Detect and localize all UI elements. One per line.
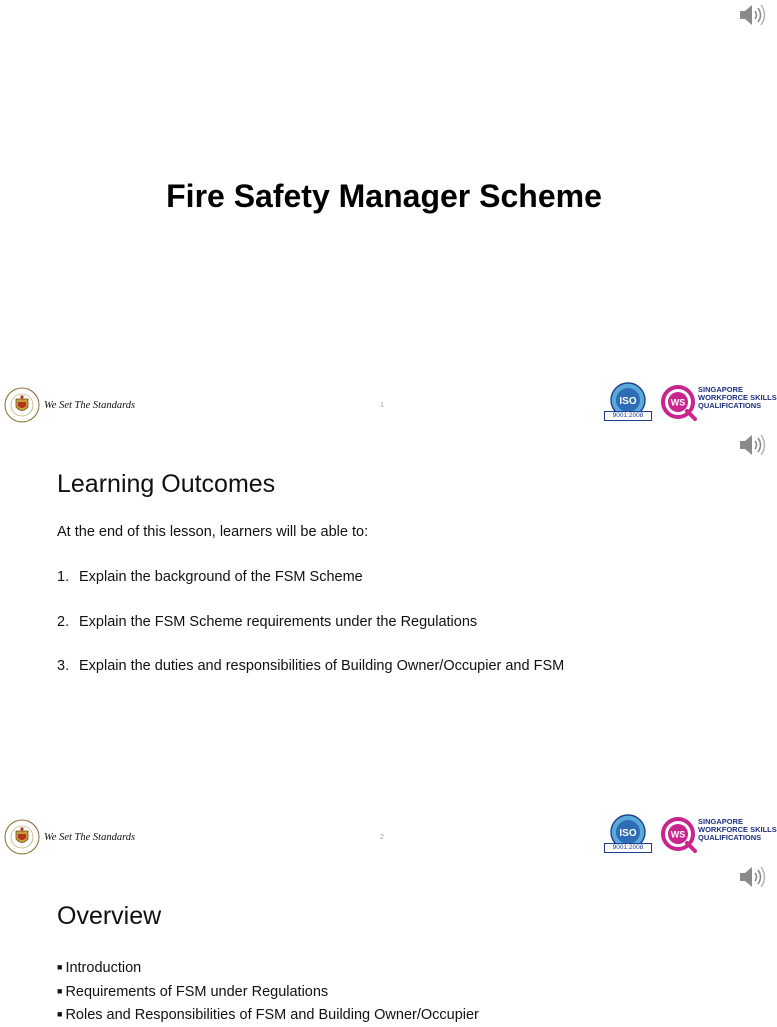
outcome-text: Explain the background of the FSM Scheme [79, 569, 363, 585]
slide-1 [0, 0, 777, 432]
speaker-icon[interactable] [738, 864, 766, 890]
page-number: 1 [380, 402, 384, 409]
slide-footer [0, 814, 777, 864]
wsq-mark: WS [670, 829, 686, 840]
speaker-icon[interactable] [738, 2, 766, 28]
tagline: We Set The Standards [44, 399, 136, 411]
slide-3 [0, 864, 768, 1024]
wsq-logo-icon [660, 816, 700, 856]
academy-logo [4, 382, 135, 428]
slide-intro: At the end of this lesson, learners will be able to: [57, 524, 369, 540]
outcome-text: Explain the duties and responsibilities of Building Owner/Occupier and FSM [79, 658, 565, 674]
academy-logo [4, 814, 135, 860]
overview-list [57, 956, 479, 1027]
slide-heading: Learning Outcomes [57, 470, 276, 498]
list-item-text: Roles and Responsibilities of FSM and Building Owner/Occupier [65, 1007, 479, 1023]
wsq-line: QUALIFICATIONS [698, 401, 762, 410]
wsq-text [698, 817, 777, 842]
outcome-number: 2. [57, 614, 70, 630]
outcome-item [57, 614, 477, 630]
wsq-line: WORKFORCE SKILLS [698, 825, 777, 834]
wsq-line: SINGAPORE [698, 385, 744, 394]
iso-label: ISO [619, 396, 637, 407]
crest-icon [4, 819, 40, 855]
tagline: We Set The Standards [44, 831, 136, 843]
page-number: 2 [380, 834, 384, 841]
list-item: ■ Roles and Responsibilities of FSM and Building Owner/Occupier [57, 1007, 479, 1023]
wsq-line: QUALIFICATIONS [698, 833, 762, 842]
wsq-logo-icon [660, 384, 700, 424]
wsq-text [698, 385, 777, 410]
list-item-text: Requirements of FSM under Regulations [65, 983, 329, 1000]
speaker-icon[interactable] [738, 432, 766, 458]
outcome-number: 1. [57, 569, 70, 585]
iso-standard: 9001:2008 [604, 843, 652, 853]
slide-title: Fire Safety Manager Scheme [166, 178, 602, 214]
list-item-text: Introduction [65, 960, 142, 976]
list-item: ■ Requirements of FSM under Regulations [57, 983, 329, 1000]
iso-label: ISO [619, 828, 637, 839]
crest-icon [4, 387, 40, 423]
outcome-text: Explain the FSM Scheme requirements under the Regulations [79, 614, 478, 630]
outcome-item [57, 569, 363, 585]
wsq-line: SINGAPORE [698, 817, 744, 826]
wsq-mark: WS [670, 397, 686, 408]
outcome-item [57, 658, 564, 674]
list-item: ■ Introduction [57, 960, 142, 976]
wsq-line: WORKFORCE SKILLS [698, 393, 777, 402]
outcome-number: 3. [57, 658, 70, 674]
iso-standard: 9001:2008 [604, 411, 652, 421]
slide-2 [0, 432, 777, 864]
slide-heading: Overview [57, 902, 162, 930]
slide-footer [0, 382, 777, 432]
